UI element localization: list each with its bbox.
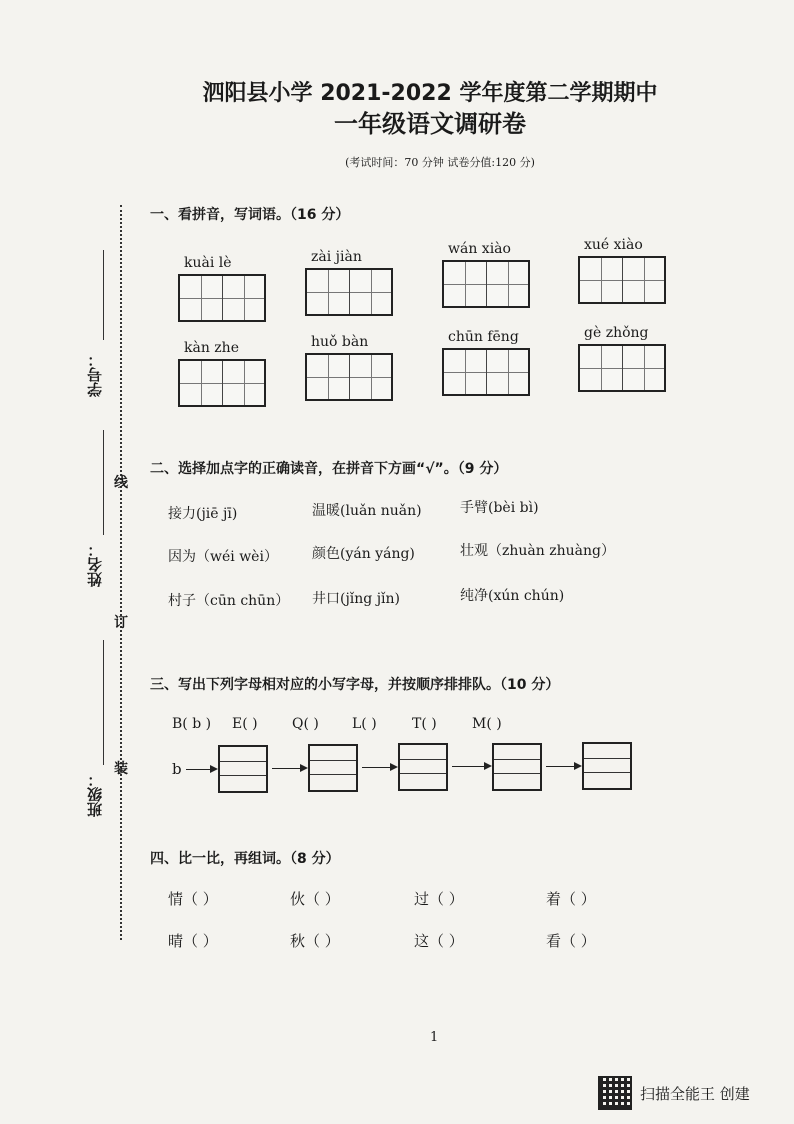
section-2-heading: 二、选择加点字的正确读音，在拼音下方画“√”。（9 分） — [150, 461, 508, 477]
reading-item[interactable]: 村子（cūn chūn） — [168, 593, 290, 609]
arrow-icon — [272, 768, 306, 769]
pinyin: huǒ bàn — [311, 334, 369, 350]
letter-item[interactable]: B( b ) — [172, 716, 212, 732]
exam-info: (考试时间：70 分钟 试卷分值:120 分) — [345, 156, 535, 169]
word-blank[interactable]: 晴（ ） — [168, 932, 218, 950]
arrow-icon — [362, 767, 396, 768]
writing-grid[interactable] — [442, 260, 530, 308]
student-name-label: 姓名： — [86, 542, 104, 587]
pinyin: chūn fēng — [448, 329, 519, 345]
word-box-6 — [305, 333, 393, 401]
reading-item[interactable]: 纯净(xún chún) — [460, 588, 565, 604]
binding-dotted-line — [120, 205, 122, 940]
letter-item[interactable]: T( ) — [412, 716, 437, 732]
section-3-heading: 三、写出下列字母相对应的小写字母，并按顺序排排队。（10 分） — [150, 677, 560, 693]
writing-grid[interactable] — [305, 353, 393, 401]
seal-char-zhuang: 装 — [114, 761, 128, 777]
writing-grid[interactable] — [578, 256, 666, 304]
sequence-start-letter: b — [172, 760, 182, 778]
student-id-blank — [103, 250, 104, 340]
class-label: 班级： — [86, 772, 104, 817]
writing-grid[interactable] — [178, 359, 266, 407]
scanner-text: 扫描全能王 创建 — [640, 1084, 750, 1103]
word-box-8 — [578, 324, 666, 392]
class-blank — [103, 640, 104, 765]
seal-char-xian: 线 — [114, 475, 128, 491]
writing-grid[interactable] — [178, 274, 266, 322]
letter-list — [172, 716, 520, 732]
word-blank[interactable]: 伙（ ） — [290, 890, 340, 908]
letter-item[interactable]: L( ) — [352, 716, 377, 732]
word-blank[interactable]: 情（ ） — [168, 890, 218, 908]
pinyin: kàn zhe — [184, 340, 239, 356]
word-blank[interactable]: 过（ ） — [414, 890, 464, 908]
arrow-icon — [452, 766, 490, 767]
reading-item[interactable]: 接力(jiē jī) — [168, 506, 238, 522]
word-blank[interactable]: 看（ ） — [546, 932, 596, 950]
letter-writing-box[interactable] — [308, 744, 358, 792]
word-box-5 — [178, 339, 266, 407]
student-name-blank — [103, 430, 104, 535]
word-blank[interactable]: 这（ ） — [414, 932, 464, 950]
page-number: 1 — [430, 1030, 439, 1045]
pinyin: wán xiào — [448, 241, 511, 257]
writing-grid[interactable] — [578, 344, 666, 392]
section-1-heading: 一、看拼音，写词语。（16 分） — [150, 207, 350, 223]
arrow-icon — [186, 769, 216, 770]
writing-grid[interactable] — [305, 268, 393, 316]
word-box-1 — [178, 254, 266, 322]
arrow-icon — [546, 766, 580, 767]
letter-writing-box[interactable] — [492, 743, 542, 791]
reading-item[interactable]: 因为（wéi wèi） — [168, 549, 278, 565]
word-blank[interactable]: 秋（ ） — [290, 932, 340, 950]
scanner-watermark — [598, 1076, 750, 1110]
letter-item[interactable]: Q( ) — [292, 716, 319, 732]
letter-writing-box[interactable] — [398, 743, 448, 791]
qr-code-icon — [598, 1076, 632, 1110]
reading-item[interactable]: 温暖(luǎn nuǎn) — [312, 503, 422, 519]
word-box-2 — [305, 248, 393, 316]
seal-char-ding: 订 — [114, 615, 128, 631]
reading-item[interactable]: 井口(jǐng jǐn) — [312, 591, 401, 607]
pinyin: zài jiàn — [311, 249, 362, 265]
letter-item[interactable]: E( ) — [232, 716, 258, 732]
letter-writing-box[interactable] — [582, 742, 632, 790]
word-blank[interactable]: 着（ ） — [546, 890, 596, 908]
word-box-7 — [442, 328, 530, 396]
student-id-label: 学号： — [86, 352, 104, 397]
letter-writing-box[interactable] — [218, 745, 268, 793]
section-4-heading: 四、比一比，再组词。（8 分） — [150, 851, 340, 867]
word-box-4 — [578, 236, 666, 304]
title-line-2: 一年级语文调研卷 — [334, 110, 526, 138]
reading-item[interactable]: 颜色(yán yáng) — [312, 546, 415, 562]
word-box-3 — [442, 240, 530, 308]
reading-item[interactable]: 手臂(bèi bì) — [460, 500, 539, 516]
pinyin: kuài lè — [184, 255, 232, 271]
title-line-1: 泗阳县小学 2021-2022 学年度第二学期期中 — [202, 81, 658, 106]
reading-item[interactable]: 壮观（zhuàn zhuàng） — [460, 543, 615, 559]
pinyin: gè zhǒng — [584, 325, 649, 341]
letter-item[interactable]: M( ) — [472, 716, 502, 732]
pinyin: xué xiào — [584, 237, 643, 253]
writing-grid[interactable] — [442, 348, 530, 396]
